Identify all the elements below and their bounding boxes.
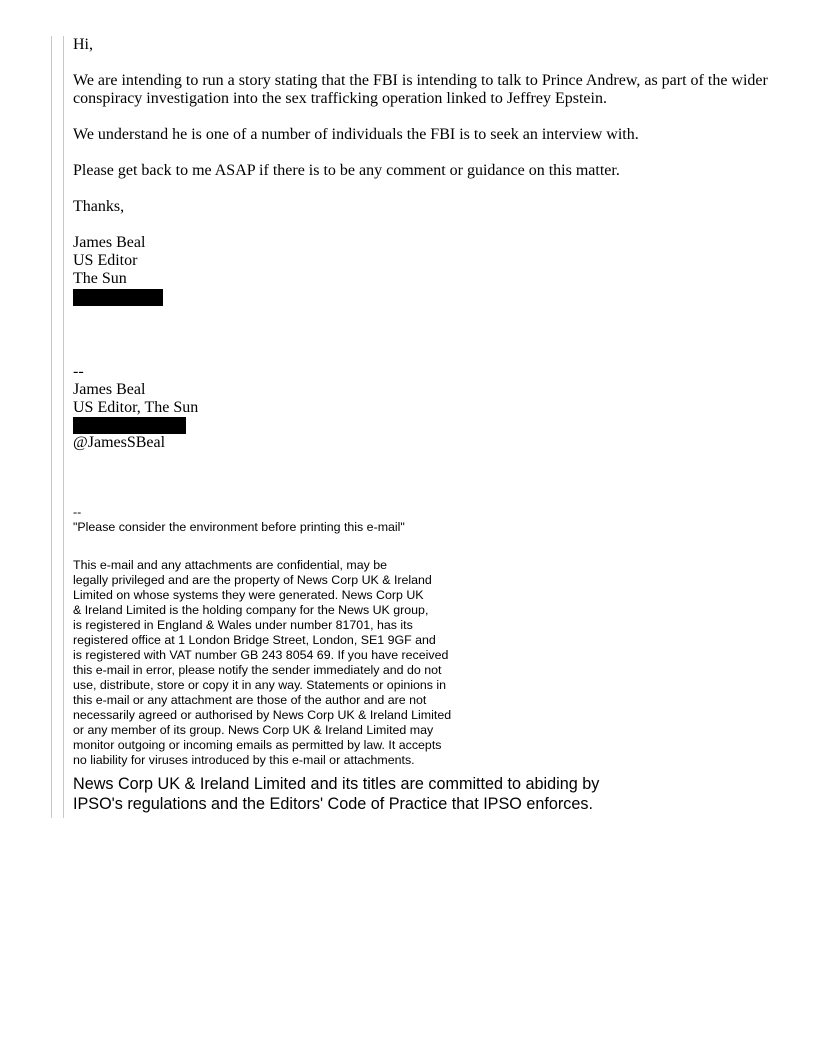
- disclaimer-line: use, distribute, store or copy it in any way. Statements or opinions in: [73, 678, 447, 692]
- signature-separator: --: [73, 363, 84, 380]
- footer-header: [73, 505, 808, 535]
- disclaimer-line: & Ireland Limited is the holding company for the News UK group,: [73, 603, 429, 617]
- body-paragraph-2: We understand he is one of a number of individuals the FBI is to seek an interview with.: [73, 126, 639, 143]
- ipso-line: News Corp UK & Ireland Limited and its titles are committed to abiding by: [73, 775, 600, 793]
- second-signature-title: US Editor, The Sun: [73, 399, 199, 416]
- ipso-line: IPSO's regulations and the Editors' Code of Practice that IPSO enforces.: [73, 795, 593, 813]
- disclaimer-line: this e-mail or any attachment are those of the author and are not: [73, 693, 427, 707]
- second-signature-name: James Beal: [73, 381, 146, 398]
- redaction-bar: [73, 417, 186, 434]
- disclaimer-line: Limited on whose systems they were generated. News Corp UK: [73, 588, 424, 602]
- disclaimer-line: legally privileged and are the property of News Corp UK & Ireland: [73, 573, 432, 587]
- disclaimer-line: is registered with VAT number GB 243 8054 69. If you have received: [73, 648, 449, 662]
- email-body: [73, 36, 808, 814]
- greeting: Hi,: [73, 36, 93, 53]
- signature-block: [73, 234, 808, 306]
- disclaimer-line: is registered in England & Wales under number 81701, has its: [73, 618, 413, 632]
- redaction-bar: [73, 289, 163, 306]
- body-paragraph-1: We are intending to run a story stating that the FBI is intending to talk to Prince Andrew, as part of the wider conspiracy investigation into the sex trafficking operation linked to Jeffrey Epstein.: [73, 72, 768, 107]
- disclaimer-line: necessarily agreed or authorised by News Corp UK & Ireland Limited: [73, 708, 452, 722]
- twitter-handle: @JamesSBeal: [73, 434, 166, 451]
- closing: Thanks,: [73, 198, 125, 215]
- disclaimer-line: this e-mail in error, please notify the sender immediately and do not: [73, 663, 442, 677]
- footer-separator: --: [73, 505, 82, 519]
- signature-title: US Editor: [73, 252, 138, 269]
- disclaimer-line: no liability for viruses introduced by this e-mail or attachments.: [73, 753, 415, 767]
- legal-disclaimer: [73, 558, 808, 768]
- second-signature-block: [73, 363, 808, 452]
- environment-note: "Please consider the environment before printing this e-mail": [73, 520, 405, 534]
- disclaimer-line: registered office at 1 London Bridge Street, London, SE1 9GF and: [73, 633, 436, 647]
- signature-publication: The Sun: [73, 270, 127, 287]
- ipso-statement: [73, 774, 808, 814]
- quote-bar-inner: [63, 36, 64, 818]
- disclaimer-line: monitor outgoing or incoming emails as permitted by law. It accepts: [73, 738, 442, 752]
- disclaimer-line: or any member of its group. News Corp UK & Ireland Limited may: [73, 723, 434, 737]
- disclaimer-line: This e-mail and any attachments are confidential, may be: [73, 558, 388, 572]
- signature-name: James Beal: [73, 234, 146, 251]
- quote-bar-outer: [51, 36, 52, 818]
- body-paragraph-3: Please get back to me ASAP if there is to be any comment or guidance on this matter.: [73, 162, 620, 179]
